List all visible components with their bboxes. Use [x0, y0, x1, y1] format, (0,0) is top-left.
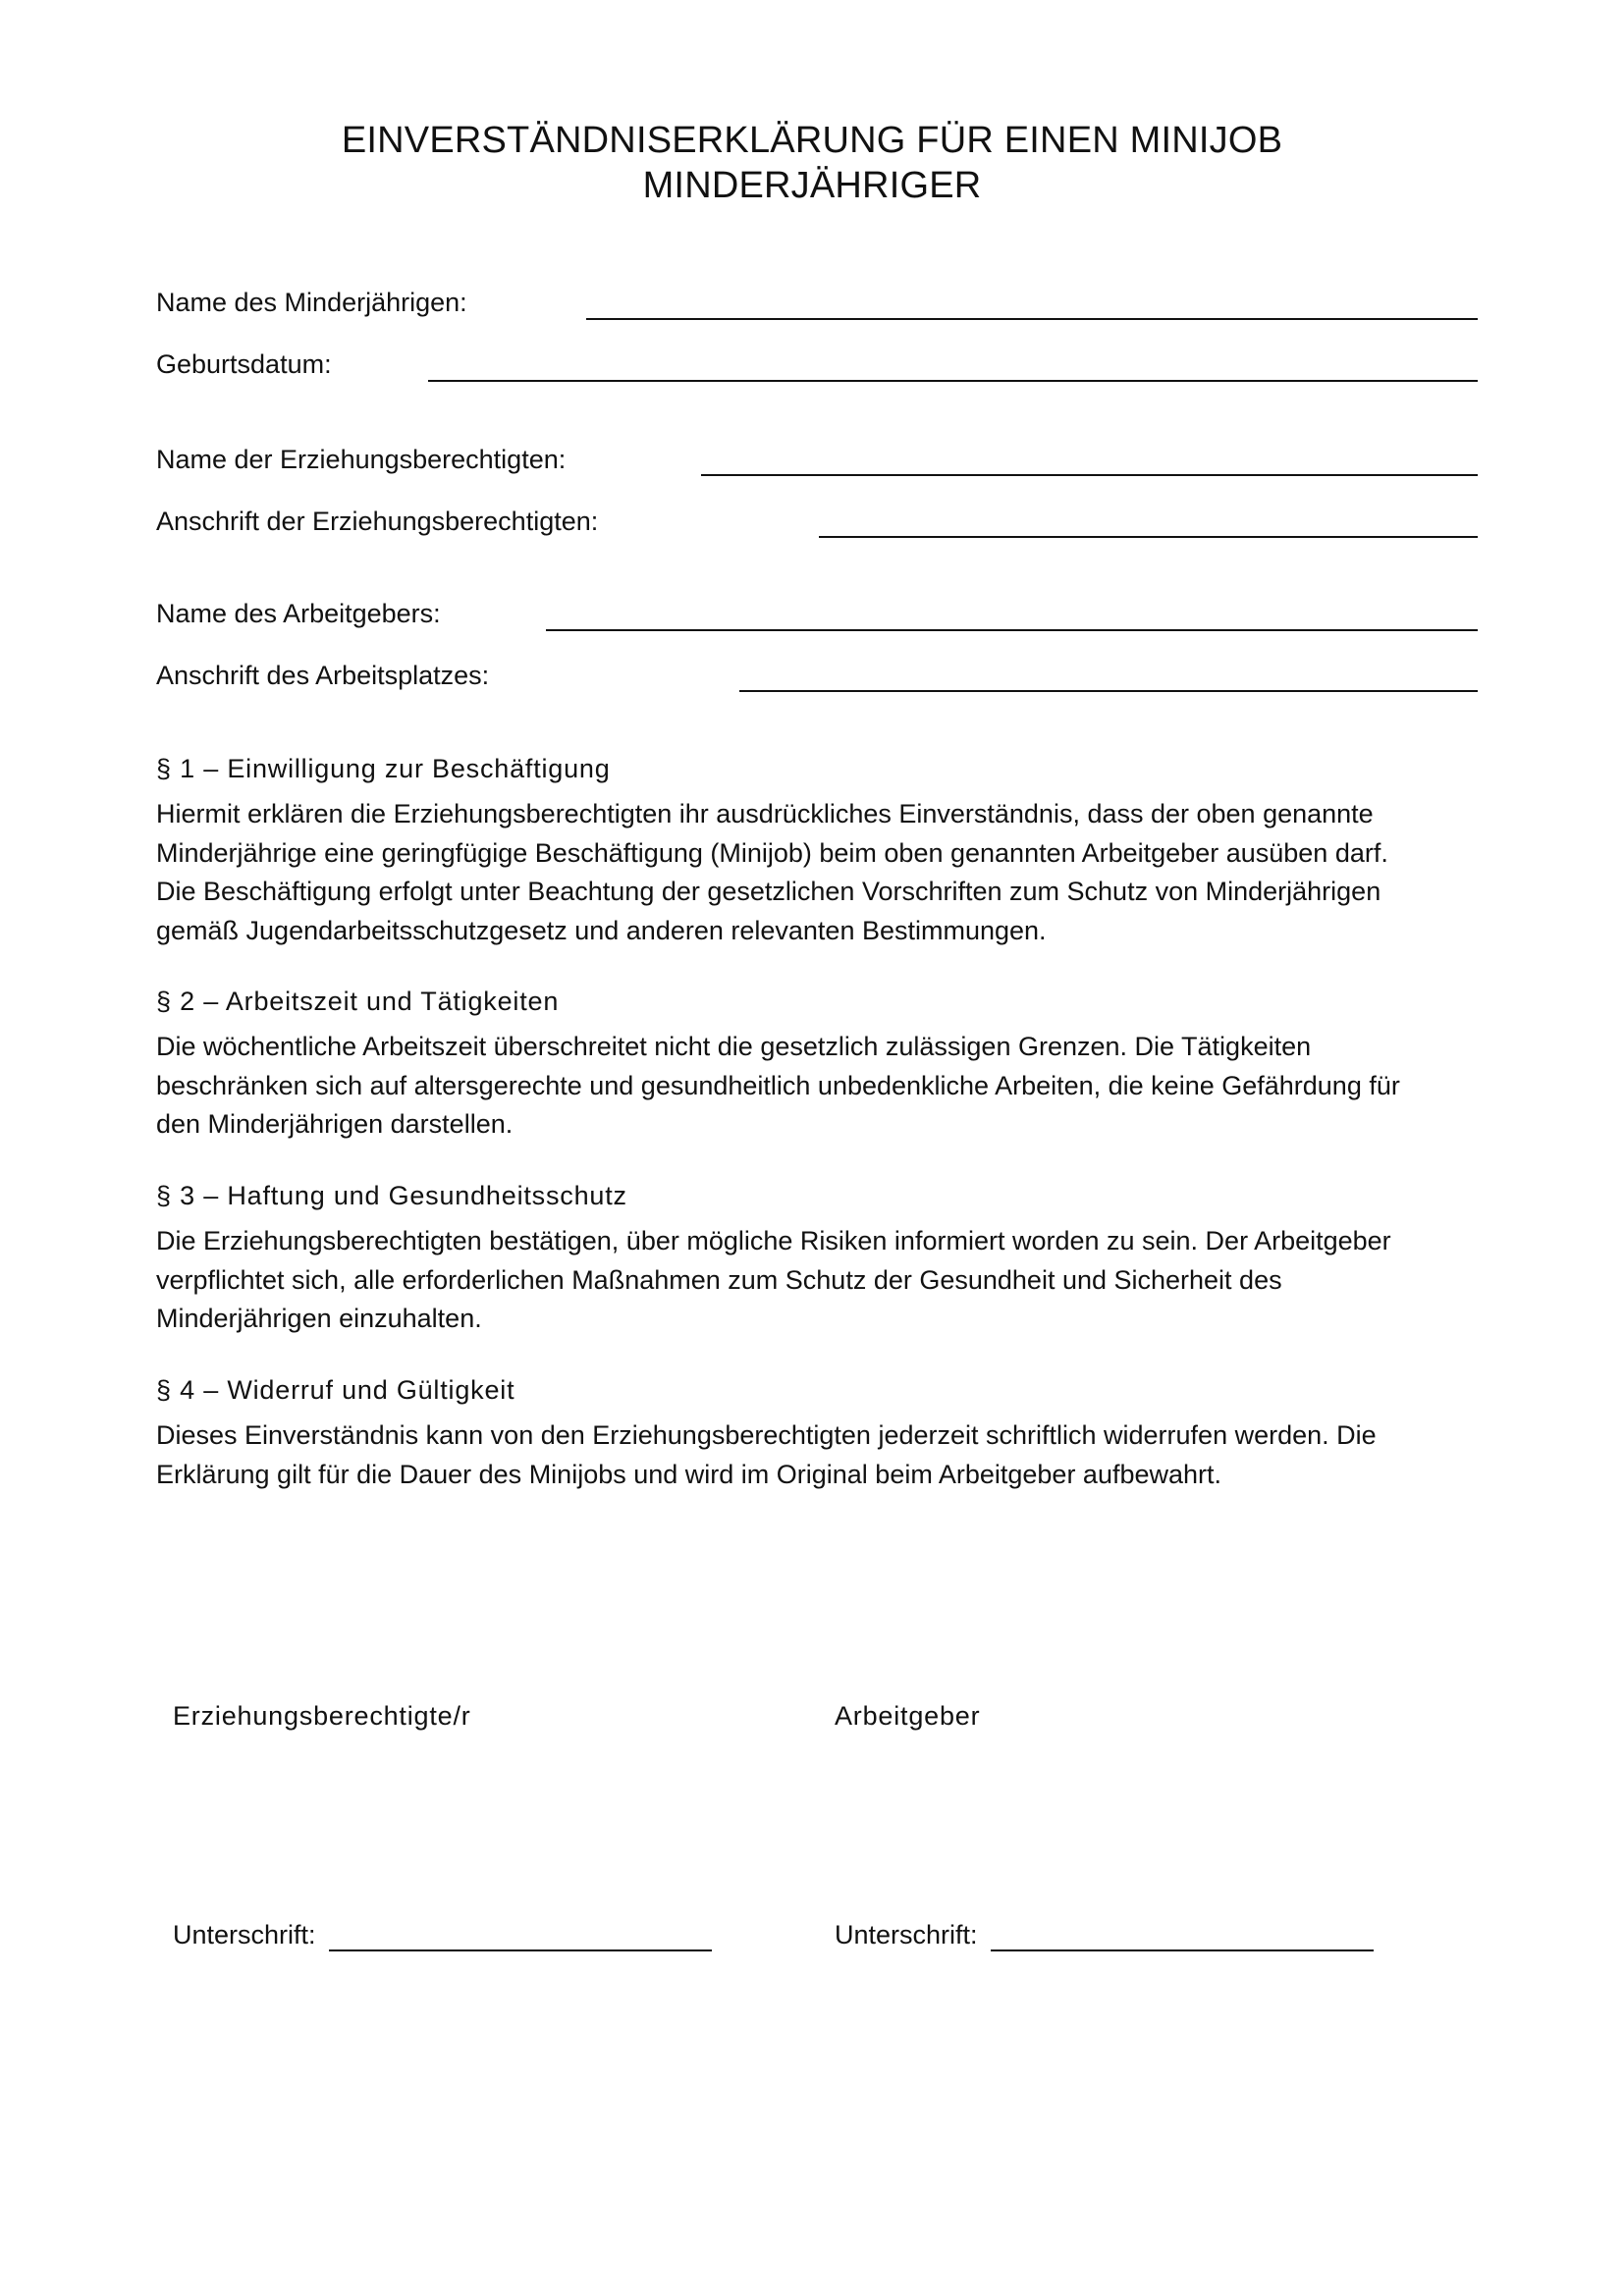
section-1-line: Minderjährige eine geringfügige Beschäftigung (Minijob) beim oben genannten Arbeitgeber ausüben darf.: [156, 837, 1388, 868]
section-3-heading: § 3 – Haftung und Gesundheitsschutz: [156, 1181, 627, 1210]
signature-label-guardian: Unterschrift:: [173, 1920, 316, 1949]
signature-role-guardian: Erziehungsberechtigte/r: [173, 1701, 471, 1731]
section-3-body: [156, 1222, 1491, 1339]
section-1-line: gemäß Jugendarbeitsschutzgesetz und anderen relevanten Bestimmungen.: [156, 915, 1047, 945]
section-1-line: Die Beschäftigung erfolgt unter Beachtung der gesetzlichen Vorschriften zum Schutz von Minderjährigen: [156, 877, 1381, 906]
section-2-line: beschränken sich auf altersgerechte und gesundheitlich unbedenkliche Arbeiten, die keine Gefährdung für: [156, 1070, 1400, 1100]
workplace-address-input-line[interactable]: [739, 690, 1478, 692]
section-4-line: Erklärung gilt für die Dauer des Minijobs und wird im Original beim Arbeitgeber aufbewahrt.: [156, 1459, 1222, 1489]
signature-label-employer: Unterschrift:: [835, 1920, 978, 1949]
section-1-body: [156, 795, 1491, 950]
guardian-name-input-line[interactable]: [701, 474, 1478, 476]
section-4-body: [156, 1416, 1491, 1494]
section-1-heading: § 1 – Einwilligung zur Beschäftigung: [156, 754, 611, 783]
section-2-body: [156, 1028, 1491, 1145]
employer-signature-line[interactable]: [991, 1949, 1374, 1951]
signature-role-employer: Arbeitgeber: [835, 1701, 981, 1731]
section-2-line: den Minderjährigen darstellen.: [156, 1109, 514, 1139]
birth-date-input-line[interactable]: [428, 380, 1478, 382]
field-label-guardian-name: Name der Erziehungsberechtigten:: [156, 445, 567, 474]
guardian-address-input-line[interactable]: [819, 536, 1478, 538]
section-4-line: Dieses Einverständnis kann von den Erziehungsberechtigten jederzeit schriftlich widerrufen werden. Die: [156, 1420, 1377, 1450]
employer-name-input-line[interactable]: [546, 629, 1478, 631]
field-label-minor-name: Name des Minderjährigen:: [156, 288, 467, 317]
field-label-birth-date: Geburtsdatum:: [156, 349, 332, 379]
document-title-line-2: MINDERJÄHRIGER: [642, 165, 982, 206]
section-2-heading: § 2 – Arbeitszeit und Tätigkeiten: [156, 987, 560, 1016]
document-title: EINVERSTÄNDNISERKLÄRUNG FÜR EINEN MINIJOB: [341, 120, 1283, 161]
section-3-line: verpflichtet sich, alle erforderlichen Maßnahmen zum Schutz der Gesundheit und Sicherheit des: [156, 1264, 1282, 1295]
section-2-line: Die wöchentliche Arbeitszeit überschreitet nicht die gesetzlich zulässigen Grenzen. Die Tätigkeiten: [156, 1032, 1312, 1061]
field-label-workplace-address: Anschrift des Arbeitsplatzes:: [156, 661, 490, 690]
section-3-line: Die Erziehungsberechtigten bestätigen, über mögliche Risiken informiert worden zu sein. Der Arbeitgeber: [156, 1226, 1391, 1255]
field-label-guardian-address: Anschrift der Erziehungsberechtigten:: [156, 507, 599, 536]
minor-name-input-line[interactable]: [586, 318, 1478, 320]
guardian-signature-line[interactable]: [329, 1949, 712, 1951]
section-1-line: Hiermit erklären die Erziehungsberechtigten ihr ausdrückliches Einverständnis, dass der oben genannte: [156, 799, 1374, 828]
field-label-employer-name: Name des Arbeitgebers:: [156, 599, 441, 628]
section-3-line: Minderjährigen einzuhalten.: [156, 1304, 482, 1333]
section-4-heading: § 4 – Widerruf und Gültigkeit: [156, 1375, 515, 1405]
